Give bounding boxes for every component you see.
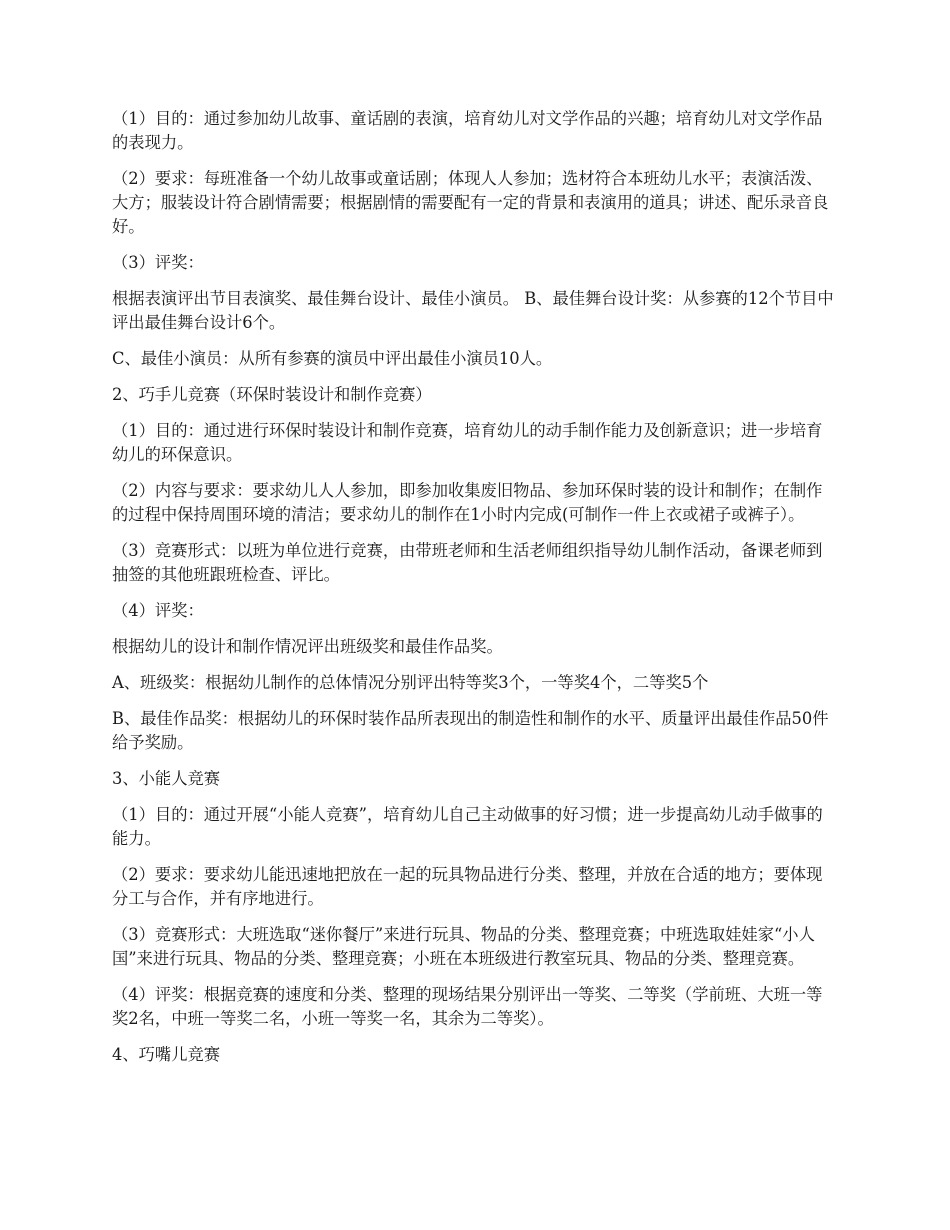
paragraph-handcraft-format: （3）竞赛形式：以班为单位进行竞赛，由带班老师和生活老师组织指导幼儿制作活动，备课老师到抽签的其他班跟班检查、评比。 bbox=[112, 541, 823, 584]
paragraph-achiever-awards: （4）评奖：根据竞赛的速度和分类、整理的现场结果分别评出一等奖、二等奖（学前班、大班一等奖2名，中班一等奖二名，小班一等奖一名，其余为二等奖）。 bbox=[112, 985, 823, 1028]
paragraph-handcraft-goal: （1）目的：通过进行环保时装设计和制作竞赛，培育幼儿的动手制作能力及创新意识；进一步培育幼儿的环保意识。 bbox=[112, 421, 823, 464]
paragraph-best-work-award: B、最佳作品奖：根据幼儿的环保时装作品所表现出的制造性和制作的水平、质量评出最佳作品50件给予奖励。 bbox=[112, 709, 829, 752]
paragraph-achiever-format: （3）竞赛形式：大班选取“迷你餐厅”来进行玩具、物品的分类、整理竞赛；中班选取娃娃家“小人国”来进行玩具、物品的分类、整理竞赛；小班在本班级进行教室玩具、物品的分类、整理竞赛。 bbox=[112, 925, 815, 968]
paragraph-handcraft-requirements: （2）内容与要求：要求幼儿人人参加，即参加收集废旧物品、参加环保时装的设计和制作；在制作的过程中保持周围环境的清洁；要求幼儿的制作在1小时内完成(可制作一件上衣或裙子或裤子）。 bbox=[112, 481, 823, 524]
paragraph-drama-awards-heading: （3）评奖： bbox=[112, 253, 204, 272]
paragraph-handcraft-awards-intro: 根据幼儿的设计和制作情况评出班级奖和最佳作品奖。 bbox=[112, 637, 503, 656]
document-page bbox=[112, 107, 838, 1079]
paragraph-achiever-requirements: （2）要求：要求幼儿能迅速地把放在一起的玩具物品进行分类、整理，并放在合适的地方；要体现分工与合作，并有序地进行。 bbox=[112, 865, 823, 908]
paragraph-best-performer: C、最佳小演员：从所有参赛的演员中评出最佳小演员10人。 bbox=[112, 349, 553, 368]
paragraph-drama-requirements: （2）要求：每班准备一个幼儿故事或童话剧；体现人人参加；选材符合本班幼儿水平；表演活泼、大方；服装设计符合剧情需要；根据剧情的需要配有一定的背景和表演用的道具；讲述、配乐录音良好。 bbox=[112, 169, 829, 236]
paragraph-class-award: A、班级奖：根据幼儿制作的总体情况分别评出特等奖3个，一等奖4个，二等奖5个 bbox=[112, 673, 709, 692]
section-heading-little-achiever-contest: 3、小能人竞赛 bbox=[112, 769, 221, 788]
section-heading-eloquence-contest: 4、巧嘴儿竞赛 bbox=[112, 1045, 221, 1064]
paragraph-drama-goal: （1）目的：通过参加幼儿故事、童话剧的表演，培育幼儿对文学作品的兴趣；培育幼儿对文学作品的表现力。 bbox=[112, 109, 823, 152]
paragraph-drama-awards-detail: 根据表演评出节目表演奖、最佳舞台设计、最佳小演员。 B、最佳舞台设计奖：从参赛的12个节目中评出最佳舞台设计6个。 bbox=[112, 289, 834, 332]
paragraph-handcraft-awards-heading: （4）评奖： bbox=[112, 601, 204, 620]
paragraph-achiever-goal: （1）目的：通过开展“小能人竞赛”，培育幼儿自己主动做事的好习惯；进一步提高幼儿动手做事的能力。 bbox=[112, 805, 823, 848]
section-heading-handcraft-contest: 2、巧手儿竞赛（环保时装设计和制作竞赛） bbox=[112, 385, 432, 404]
